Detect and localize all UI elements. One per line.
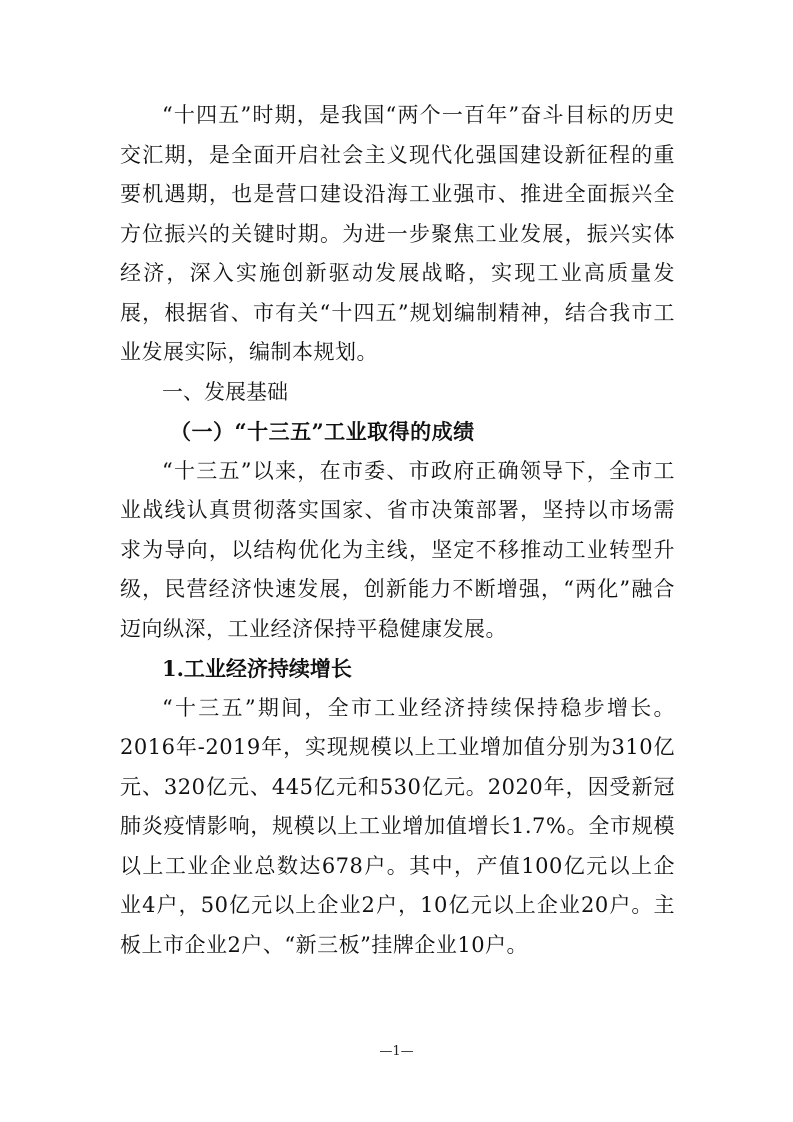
item-heading-industrial-growth: 1.工业经济持续增长 (162, 656, 352, 681)
subsection-heading-achievements: （一）“十三五”工业取得的成绩 (170, 419, 475, 444)
section-heading-development-foundation: 一、发展基础 (162, 379, 288, 404)
industrial-growth-paragraph: “十三五”期间，全市工业经济持续保持稳步增长。2016年-2019年，实现规模以上工业增加值分别为310亿元、320亿元、445亿元和530亿元。2020年，因受新冠肺炎疫情影响，规模以上工业增加值增长1.7%。全市规模以上工业企业总数达678户。其中，产值100亿元以上企业4户，50亿元以上企业2户，10亿元以上企业20户。主板上市企业2户、“新三板”挂牌企业10户。 (120, 695, 675, 957)
intro-paragraph: “十四五”时期，是我国“两个一百年”奋斗目标的历史交汇期，是全面开启社会主义现代化强国建设新征程的重要机遇期，也是营口建设沿海工业强市、推进全面振兴全方位振兴的关键时期。为进一步聚焦工业发展，振兴实体经济，深入实施创新驱动发展战略，实现工业高质量发展，根据省、市有关“十四五”规划编制精神，结合我市工业发展实际，编制本规划。 (120, 103, 675, 364)
achievements-paragraph: “十三五”以来，在市委、市政府正确领导下，全市工业战线认真贯彻落实国家、省市决策部署，坚持以市场需求为导向，以结构优化为主线，坚定不移推动工业转型升级，民营经济快速发展，创新能力不断增强，“两化”融合迈向纵深，工业经济保持平稳健康发展。 (120, 458, 675, 641)
page-number: —1— (379, 1044, 414, 1059)
